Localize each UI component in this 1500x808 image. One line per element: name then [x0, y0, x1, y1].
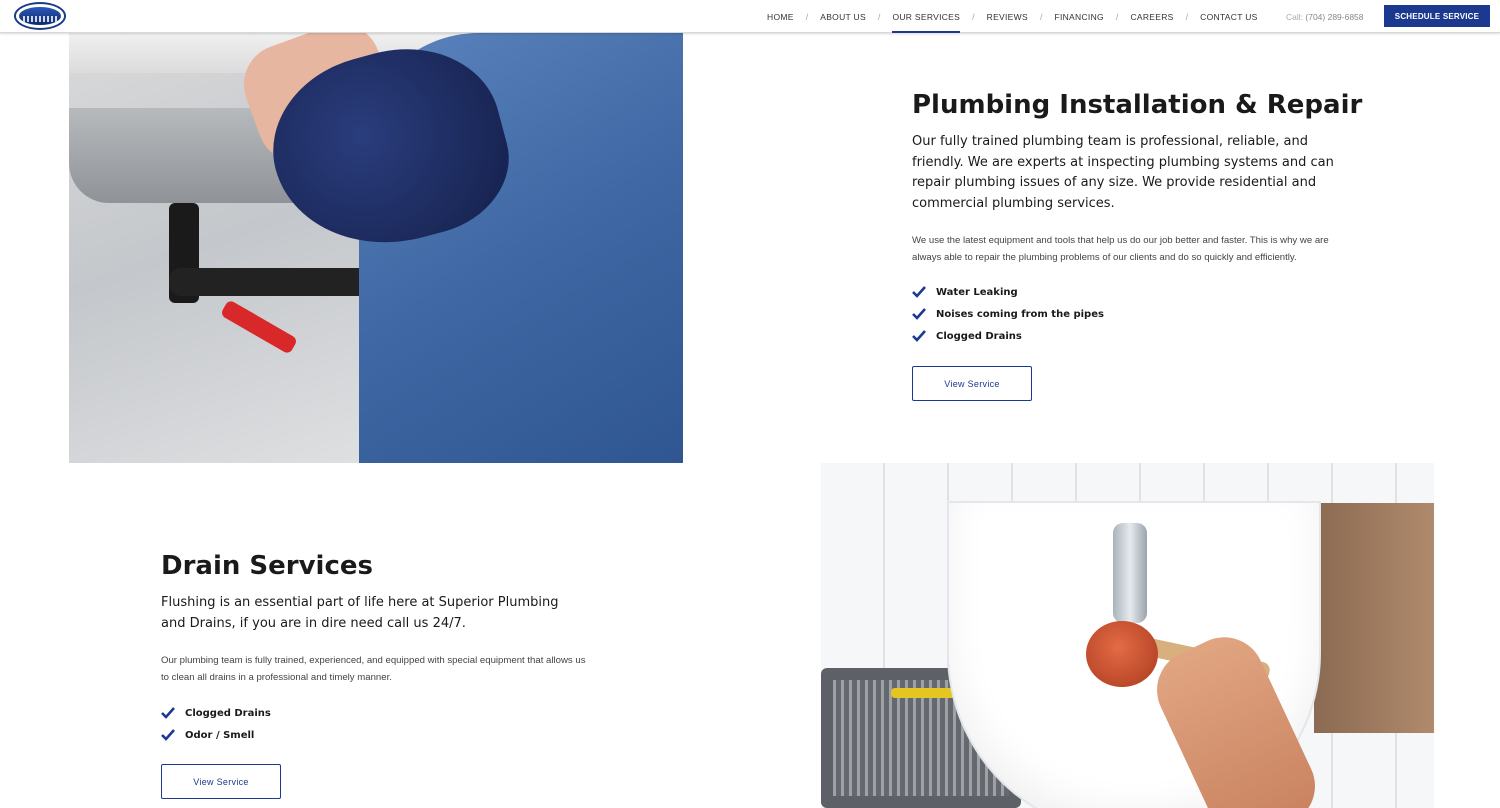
section-body: Our plumbing team is fully trained, experienced, and equipped with special equipment that allows us to clean all drains in a professional and timely manner. — [161, 655, 586, 683]
nav-financing[interactable]: FINANCING — [1054, 11, 1104, 22]
list-item — [912, 281, 1104, 303]
nav-reviews[interactable]: REVIEWS — [986, 11, 1028, 22]
section-lead: Our fully trained plumbing team is professional, reliable, and friendly. We are experts at inspecting plumbing systems and can repair plumbing issues of any size. We provide residential and commercial plumbing services. — [912, 134, 1334, 211]
phone-link[interactable]: (704) 289-6858 — [1305, 12, 1364, 22]
section-body: We use the latest equipment and tools that help us do our job better and faster. This is why we are always able to repair the plumbing problems of our clients and do so quickly and efficiently. — [912, 235, 1329, 263]
list-item — [161, 702, 271, 724]
logo[interactable] — [14, 2, 66, 30]
logo-mark — [19, 7, 61, 25]
site-header — [0, 0, 1500, 33]
nav-separator: / — [972, 11, 975, 22]
section-lead: Flushing is an essential part of life here at Superior Plumbing and Drains, if you are in dire need call us 24/7. — [161, 595, 559, 631]
list-item-label: Clogged Drains — [936, 330, 1022, 342]
nav-separator: / — [805, 11, 809, 22]
call-label: Call: — [1286, 12, 1304, 22]
list-item — [912, 303, 1104, 325]
list-item-label: Water Leaking — [936, 286, 1018, 298]
photo-wrench — [220, 299, 298, 355]
nav-separator: / — [1185, 11, 1189, 22]
photo-faucet — [1113, 523, 1147, 623]
nav-home[interactable]: HOME — [767, 11, 794, 22]
feature-list — [912, 281, 1104, 347]
nav-careers[interactable]: CAREERS — [1130, 11, 1174, 22]
list-item — [912, 325, 1104, 347]
view-service-button[interactable]: View Service — [912, 366, 1032, 401]
list-item-label: Clogged Drains — [185, 707, 271, 719]
schedule-service-button[interactable]: SCHEDULE SERVICE — [1384, 5, 1490, 27]
section-title: Plumbing Installation & Repair — [912, 90, 1363, 120]
check-icon — [912, 286, 926, 298]
nav-separator: / — [877, 11, 881, 22]
nav-separator: / — [1115, 11, 1119, 22]
check-icon — [161, 707, 175, 719]
photo-tool — [891, 688, 961, 698]
list-item — [161, 724, 271, 746]
nav-contact-us[interactable]: CONTACT US — [1200, 11, 1258, 22]
feature-list — [161, 702, 271, 746]
check-icon — [161, 729, 175, 741]
nav-about-us[interactable]: ABOUT US — [820, 11, 866, 22]
view-service-button[interactable]: View Service — [161, 764, 281, 799]
main-nav — [767, 0, 1258, 33]
nav-our-services[interactable]: OUR SERVICES — [892, 0, 960, 33]
list-item-label: Noises coming from the pipes — [936, 308, 1104, 320]
nav-separator: / — [1039, 11, 1043, 22]
section-title: Drain Services — [161, 551, 373, 581]
check-icon — [912, 330, 926, 342]
plumber-repairing-sink-photo — [69, 33, 683, 463]
list-item-label: Odor / Smell — [185, 729, 255, 741]
photo-plunger — [1086, 621, 1158, 687]
photo-wood-panel — [1314, 503, 1434, 733]
plunger-in-sink-photo — [821, 463, 1434, 808]
check-icon — [912, 308, 926, 320]
phone-info — [1286, 12, 1364, 22]
